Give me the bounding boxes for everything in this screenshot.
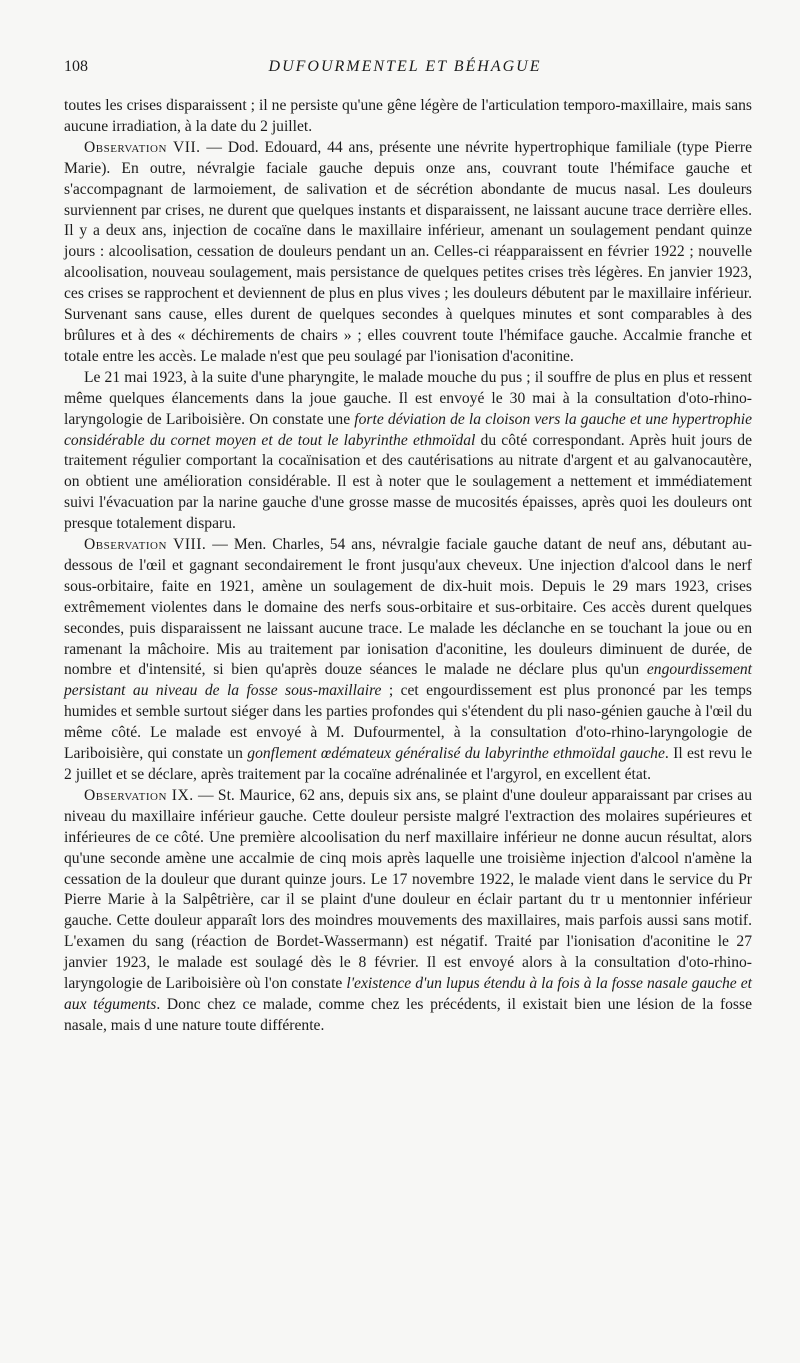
paragraph-continuation (64, 96, 752, 138)
italic-finding: l'existence d'un lupus étendu à la fois à la fosse nasale gauche et aux téguments (64, 975, 752, 1013)
page-number: 108 (64, 58, 88, 75)
observation-9 (64, 786, 752, 1037)
observation-label: Observation VII. (84, 138, 201, 156)
italic-finding: gonflement œdémateux généralisé du labyrinthe ethmoïdal gauche (247, 745, 665, 763)
paragraph-text: ; cet engourdissement est plus prononcé par les temps humides et semble surtout siéger dans les parties profondes qui s'étendent du pli naso-génien gauche à l'œil du même côté. Le malade est envoyé à M. Dufourmentel, à la consultation d'oto-rhino-laryngologie de Lariboisière, qui constate un (64, 682, 752, 763)
observation-7 (64, 138, 752, 368)
observation-7-followup (64, 368, 752, 535)
observation-8 (64, 535, 752, 786)
paragraph-text: Le 21 mai 1923, à la suite d'une pharyngite, le malade mouche du pus ; il souffre de plus en plus et ressent même quelques élancements dans la joue gauche. Il est envoyé le 30 mai à la consultation d'oto-rhino-laryngologie de Lariboisière. On constate une (64, 368, 752, 428)
paragraph-text: — St. Maurice, 62 ans, depuis six ans, se plaint d'une douleur apparaissant par crises au niveau du maxillaire inférieur gauche. Cette douleur persiste malgré l'extraction des molaires supérieures et inférieures de ce côté. Une première alcoolisation du nerf maxillaire inférieur ne donne aucun résultat, alors qu'une seconde amène une accalmie de cinq mois après laquelle une troisième injection d'alcool n'amène la cessation de la douleur que durant quinze jours. Le 17 novembre 1922, le malade vient dans le service du Pr Pierre Marie à la Salpêtrière, car il se plaint d'une douleur en éclair partant du tr u mentonnier inférieur gauche. Cette douleur apparaît lors des moindres mouvements des maxillaires, mais parfois aussi sans motif. L'examen du sang (réaction de Bordet-Wassermann) est négatif. Traité par l'ionisation d'aconitine le 27 janvier 1923, le malade est soulagé dès le 8 février. Il est envoyé alors à la consultation d'oto-rhino-laryngologie de Lariboisière où l'on constate (64, 786, 752, 993)
paragraph-text: toutes les crises disparaissent ; il ne persiste qu'une gêne légère de l'articulation temporo-maxillaire, mais sans aucune irradiation, à la date du 2 juillet. (64, 97, 752, 135)
paragraph-text: du côté correspondant. Après huit jours de traitement régulier comportant la cocaïnisation et des cautérisations au nitrate d'argent et au galvanocautère, on obtient une amélioration considérable. Il est à noter que le soulagement a nettement et immédiatement suivi l'évacuation par la narine gauche d'une grosse masse de mucosités épaisses, après quoi les douleurs ont presque totalement disparu. (64, 431, 752, 533)
running-title: DUFOURMENTEL ET BÉHAGUE (268, 58, 542, 75)
paragraph-text: — Dod. Edouard, 44 ans, présente une névrite hypertrophique familiale (type Pierre Marie). En outre, névralgie faciale gauche depuis onze ans, couvrant toute l'hémiface gauche et s'accompagnant de larmoiement, de salivation et de sécrétion abondante de mucus nasal. Les douleurs surviennent par crises, ne durent que quelques instants et disparaissent, ne laissant aucune trace derrière elles. Il y a deux ans, injection de cocaïne dans le maxillaire inférieur, amenant un soulagement pendant quinze jours : alcoolisation, cessation de douleurs pendant un an. Celles-ci réapparaissent en février 1922 ; nouvelle alcoolisation, nouveau soulagement, mais persistance de quelques petites crises très légères. En janvier 1923, ces crises se rapprochent et deviennent de plus en plus vives ; les douleurs débutent par le maxillaire inférieur. Survenant sans cause, elles durent de quelques secondes à quelques minutes et sont comparables à des brûlures et à des « déchirements de chairs » ; elles couvrent toute l'hémiface gauche. Accalmie franche et totale entre les accès. Le malade n'est que peu soulagé par l'ionisation d'aconitine. (64, 138, 752, 365)
italic-finding: forte déviation de la cloison vers la gauche et une hypertrophie considérable du cornet moyen et de tout le labyrinthe ethmoïdal (64, 410, 752, 449)
paragraph-text: . Donc chez ce malade, comme chez les précédents, il existait bien une lésion de la fosse nasale, mais d une nature toute différente. (64, 995, 752, 1034)
observation-label: Observation VIII. (84, 536, 207, 554)
body-text (64, 96, 752, 1037)
paragraph-text: . Il est revu le 2 juillet et se déclare, après traitement par la cocaïne adrénalinée et l'argyrol, en excellent état. (64, 745, 752, 783)
page-header (64, 58, 746, 82)
italic-finding: engourdissement persistant au niveau de la fosse sous-maxillaire (64, 661, 752, 700)
paragraph-text: — Men. Charles, 54 ans, névralgie faciale gauche datant de neuf ans, débutant au-dessous de l'œil et gagnant secondairement le front jusqu'aux cheveux. Une injection d'alcool dans le nerf sous-orbitaire, faite en 1921, amène un soulagement de dix-huit mois. Depuis le 29 mars 1923, crises extrêmement violentes dans le domaine des nerfs sous-orbitaire et sus-orbitaire. Ces accès durent quelques secondes, puis disparaissent ne laissant aucune trace. Le malade les déclanche en se touchant la joue ou en ramenant la mâchoire. Mis au traitement par ionisation d'aconitine, les douleurs diminuent de durée, de nombre et d'intensité, si bien qu'après douze séances le malade ne déclare plus qu'un (64, 536, 752, 679)
observation-label: Observation IX. (84, 786, 194, 804)
